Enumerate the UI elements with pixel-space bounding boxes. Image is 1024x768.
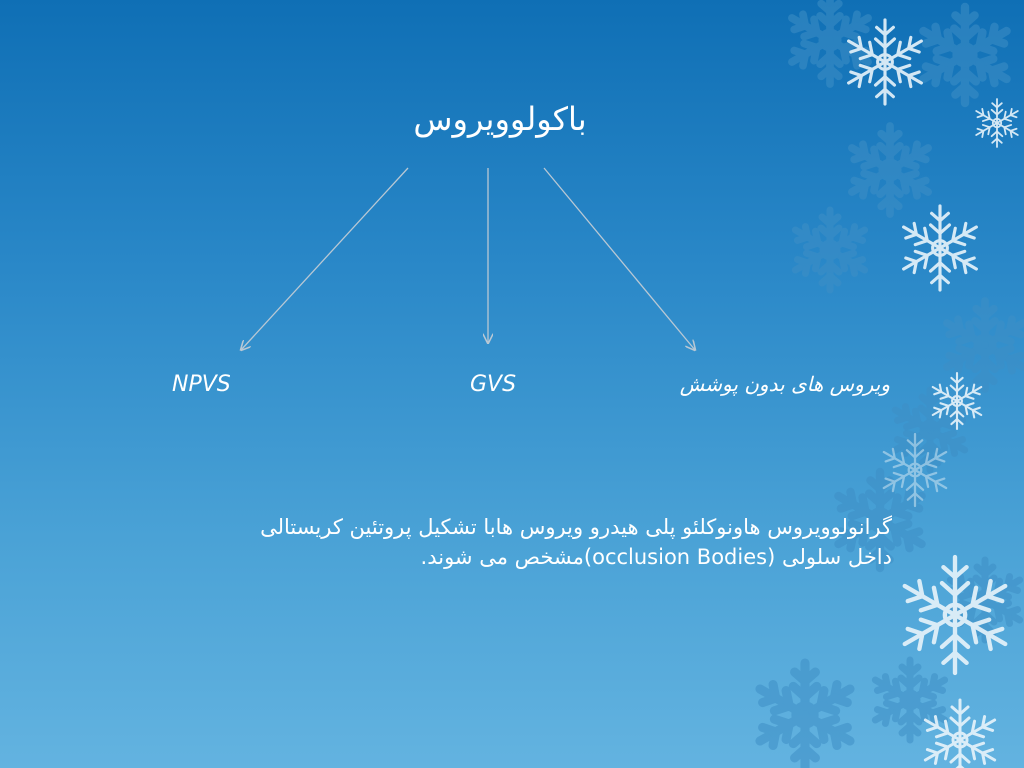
node-unenveloped-viruses: ویروس های بدون پوشش <box>679 372 890 396</box>
slide-title: باکولوویروس <box>413 100 587 138</box>
arrow-to-unenveloped <box>544 168 695 350</box>
body-line-1: گرانولوویروس هاونوکلئو پلی هیدرو ویروس هابا تشکیل پروتئین کریستالی <box>260 515 892 539</box>
node-gvs: GVS <box>470 372 517 397</box>
node-npvs: NPVS <box>172 372 231 397</box>
body-line-2: داخل سلولی (occlusion Bodies)مشخص می شوند. <box>420 545 892 569</box>
body-text <box>120 512 892 572</box>
arrow-to-npvs <box>241 168 408 350</box>
